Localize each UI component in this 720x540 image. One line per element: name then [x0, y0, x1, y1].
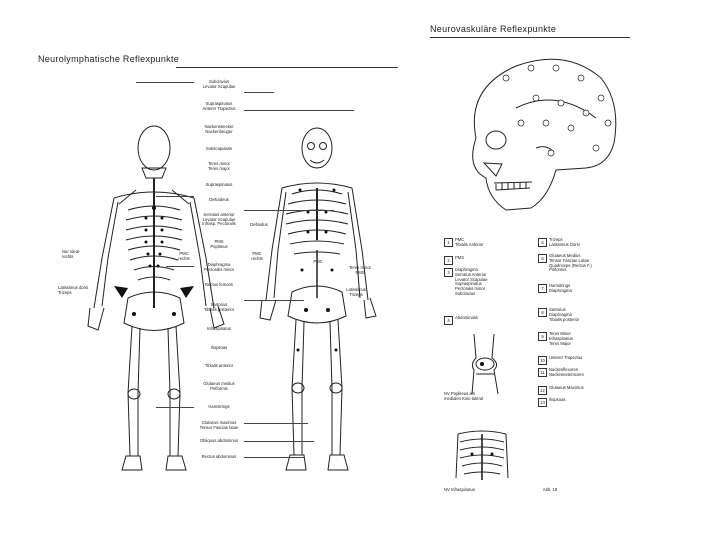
label-hamstrings: Hamstrings	[208, 404, 230, 409]
legend-number: 6	[538, 254, 547, 263]
leader-line	[244, 423, 308, 424]
legend-item-11	[538, 368, 628, 380]
chest-caption: NV Infraspinatus	[444, 487, 475, 492]
label-infraspinatus: Infraspinatus	[207, 326, 231, 331]
leader-line	[244, 457, 304, 458]
legend-number: 7	[538, 284, 547, 293]
label-right-teres: Teres minor PMS	[349, 265, 371, 275]
label-pms-popliteus: PMS Popliteus	[210, 239, 228, 249]
legend-number: 8	[538, 308, 547, 317]
legend-item-10	[538, 356, 628, 364]
legend-item-7	[538, 284, 628, 296]
leader-line	[244, 441, 314, 442]
label-supraspinatus: Supraspinatus	[205, 182, 233, 187]
legend-item-3	[444, 268, 528, 298]
label-sartorius: Sartorius Tibialis posterior	[203, 302, 235, 312]
label-subclavius: Subclavius Levator Scapulae	[202, 79, 236, 89]
legend-item-9	[538, 332, 628, 348]
label-right-pmc: PMC	[313, 259, 323, 264]
page-number: Abb. 18	[542, 487, 558, 492]
leader-line	[166, 266, 194, 267]
legend-item-13	[538, 398, 628, 406]
left-page-title: Neurolymphatische Reflexpunkte	[38, 54, 180, 64]
label-tibialis-anterior: Tibialis anterior	[204, 363, 234, 368]
label-glutaeus-medius: Glutaeus medius Piriformis	[203, 381, 235, 391]
legend-number: 4	[444, 316, 453, 325]
legend-text: Hamstrings Diaphragma	[549, 283, 572, 293]
legend-number: 2	[444, 256, 453, 265]
legend-text: PMC Tibialis Anterior	[455, 237, 484, 247]
leader-line	[136, 82, 194, 83]
label-deltoideus: Deltoideus	[209, 197, 229, 202]
legend-text: Nackenflexoren Nackenextensoren	[549, 367, 584, 377]
legend-text: Iliopsoas	[549, 397, 566, 402]
leader-line	[156, 407, 194, 408]
label-nackenstrecker: Nackenstrecker Nackenbeuger	[204, 124, 234, 134]
leader-line	[156, 196, 194, 197]
right-title-rule	[430, 37, 630, 38]
legend-number: 13	[538, 398, 547, 407]
legend-text: Sartorius Diaphragma Tibialis posterior	[549, 307, 580, 322]
legend-item-8	[538, 308, 628, 324]
legend-item-12	[538, 386, 628, 394]
legend-number: 1	[444, 238, 453, 247]
label-rectus-femoris: Rectus femoris	[205, 282, 233, 287]
label-subscapularis: Subscapularis	[205, 146, 233, 151]
label-mid-pmc: PMC rechts	[178, 251, 190, 261]
legend-number: 11	[538, 368, 547, 377]
label-mid-pmc-right: PMC rechts	[251, 251, 263, 261]
legend-item-1	[444, 238, 528, 254]
legend-number: 5	[538, 238, 547, 247]
leader-line	[244, 210, 334, 211]
left-page	[26, 10, 408, 510]
label-obliquus: Obliquus abdominus	[199, 438, 239, 443]
legend-text: Glutaeus Maximus	[549, 385, 584, 390]
label-glutaeus-maximus: Glutaeus maximus Tensor Fasciae latae	[199, 420, 239, 430]
legend-text: Unterer Trapezius	[549, 355, 583, 360]
legend-item-4	[444, 316, 528, 326]
legend-text: Abdominalis	[455, 315, 478, 320]
legend-item-6	[538, 254, 628, 276]
leader-line	[244, 300, 304, 301]
label-teres: Teres minor Teres major	[208, 161, 230, 171]
legend-text: Trizeps Latissimus Dorsi	[549, 237, 580, 247]
label-supraspinatus-trapezius: Supraspinatus Anterer Trapezius	[202, 101, 236, 111]
legend-number: 10	[538, 356, 547, 365]
label-rectus-abdominus: Rectus abdominus	[201, 454, 237, 459]
legend-number: 9	[538, 332, 547, 341]
legend-item-5	[538, 238, 628, 250]
knee-illustration	[460, 334, 510, 394]
legend-text: PMS	[455, 255, 465, 260]
legend-text: Teres Minor Infraspinatus Teres Major	[549, 331, 573, 346]
label-iliopsoas: Iliopsoas	[210, 345, 228, 350]
knee-caption: NV Popliteus am medialen Knie lateral	[444, 391, 484, 401]
label-left-latissimus: Latissimus dorsi Trizeps	[58, 285, 89, 295]
leader-line	[244, 92, 274, 93]
legend-number: 12	[538, 386, 547, 395]
legend-text: Diaphragma Serratus Anterior Levator Scapulae Supraspinatus Pectoralis minor Subclavius	[455, 267, 488, 296]
label-mid-deltoidus: Deltoidus	[250, 222, 268, 227]
right-page	[430, 10, 630, 510]
label-left-ideal: Nur Ideal- rechts	[62, 249, 81, 259]
skull-illustration	[436, 48, 626, 218]
left-title-rule	[176, 67, 398, 68]
label-right-latissimus: Latissimus Trizeps	[346, 287, 366, 297]
leader-line	[244, 110, 354, 111]
label-serratus: Serratus anterior Levator Scapulae Infrasp. Pectoralis	[202, 212, 236, 227]
right-page-title: Neurovaskuläre Reflexpunkte	[430, 24, 557, 34]
legend-text: Glutaeus Medius Tensor Fasciae Latae Quadriceps (Rectus F.) Piriformis	[549, 253, 592, 273]
legend-number: 3	[444, 268, 453, 277]
label-diaphragma: Diaphragma Pectoralis minor	[203, 262, 235, 272]
chest-illustration	[452, 430, 512, 488]
